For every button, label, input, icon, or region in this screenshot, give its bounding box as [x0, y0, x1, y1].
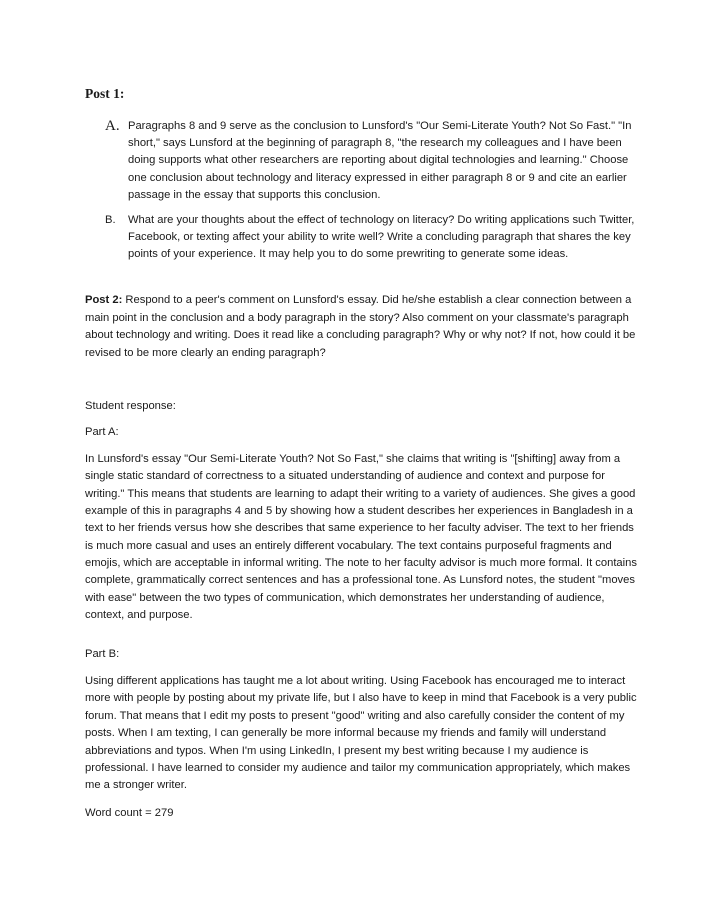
item-a-marker: A. — [105, 118, 120, 134]
post2-paragraph — [85, 292, 645, 362]
word-count: Word count = 279 — [85, 807, 174, 819]
post2-text: Respond to a peer's comment on Lunsford's essay. Did he/she establish a clear connection between a main point in the conclusion and a body paragraph in the story? Also comment on your classmate's paragraph about technology and writing. Does it read like a concluding paragraph? Why or why not? If not, how could it be revised to be more clearly an ending paragraph? — [85, 294, 636, 359]
prompt-item-a — [85, 118, 645, 204]
item-a-text: Paragraphs 8 and 9 serve as the conclusion to Lunsford's "Our Semi-Literate Youth? Not So Fast." "In short," says Lunsford at the beginning of paragraph 8, "the research my colleagues and I have been doing supports what other researchers are reporting about digital technologies and learning." Choose one conclusion about technology and literacy expressed in either paragraph 8 or 9 and cite an earlier passage in the essay that supports this conclusion. — [128, 120, 632, 201]
student-response-label: Student response: — [85, 400, 176, 412]
part-a-label: Part A: — [85, 426, 119, 438]
item-b-marker: B. — [105, 214, 116, 226]
item-b-text: What are your thoughts about the effect of technology on literacy? Do writing applications such Twitter, Facebook, or texting affect your ability to write well? Write a concluding paragraph that shares the key points of your experience. It may help you to do some prewriting to generate some ideas. — [128, 214, 635, 261]
post1-heading: Post 1: — [85, 86, 125, 101]
part-b-label: Part B: — [85, 648, 120, 660]
post2-label: Post 2: — [85, 294, 123, 306]
prompt-item-b — [85, 212, 645, 264]
part-a-text: In Lunsford's essay "Our Semi-Literate Youth? Not So Fast," she claims that writing is "[shifting] away from a single static standard of correctness to a situated understanding of audience and context and purpose for writing." This means that students are learning to adapt their writing to a variety of audiences. She gives a good example of this in paragraphs 4 and 5 by showing how a student describes her experiences in Bangladesh in a text to her friends versus how she describes that same experience to her faculty adviser. The text to her friends is much more casual and uses an entirely different vocabulary. The text contains purposeful fragments and emojis, which are acceptable in informal writing. The note to her faculty advisor is much more formal. It contains complete, grammatically correct sentences and has a professional tone. As Lunsford notes, the student "moves with ease" between the two types of communication, which demonstrates her understanding of audience, context, and purpose. — [85, 453, 637, 622]
part-b-text: Using different applications has taught me a lot about writing. Using Facebook has encouraged me to interact more with people by posting about my private life, but I also have to keep in mind that Facebook is a very public forum. That means that I edit my posts to present "good" writing and also carefully consider the content of my posts. When I am texting, I can generally be more informal because my friends and family will understand abbreviations and typos. When I'm using LinkedIn, I present my best writing because I my audience is professional. I have learned to consider my audience and tailor my communication appropriately, which makes me a stronger writer. — [85, 675, 637, 792]
